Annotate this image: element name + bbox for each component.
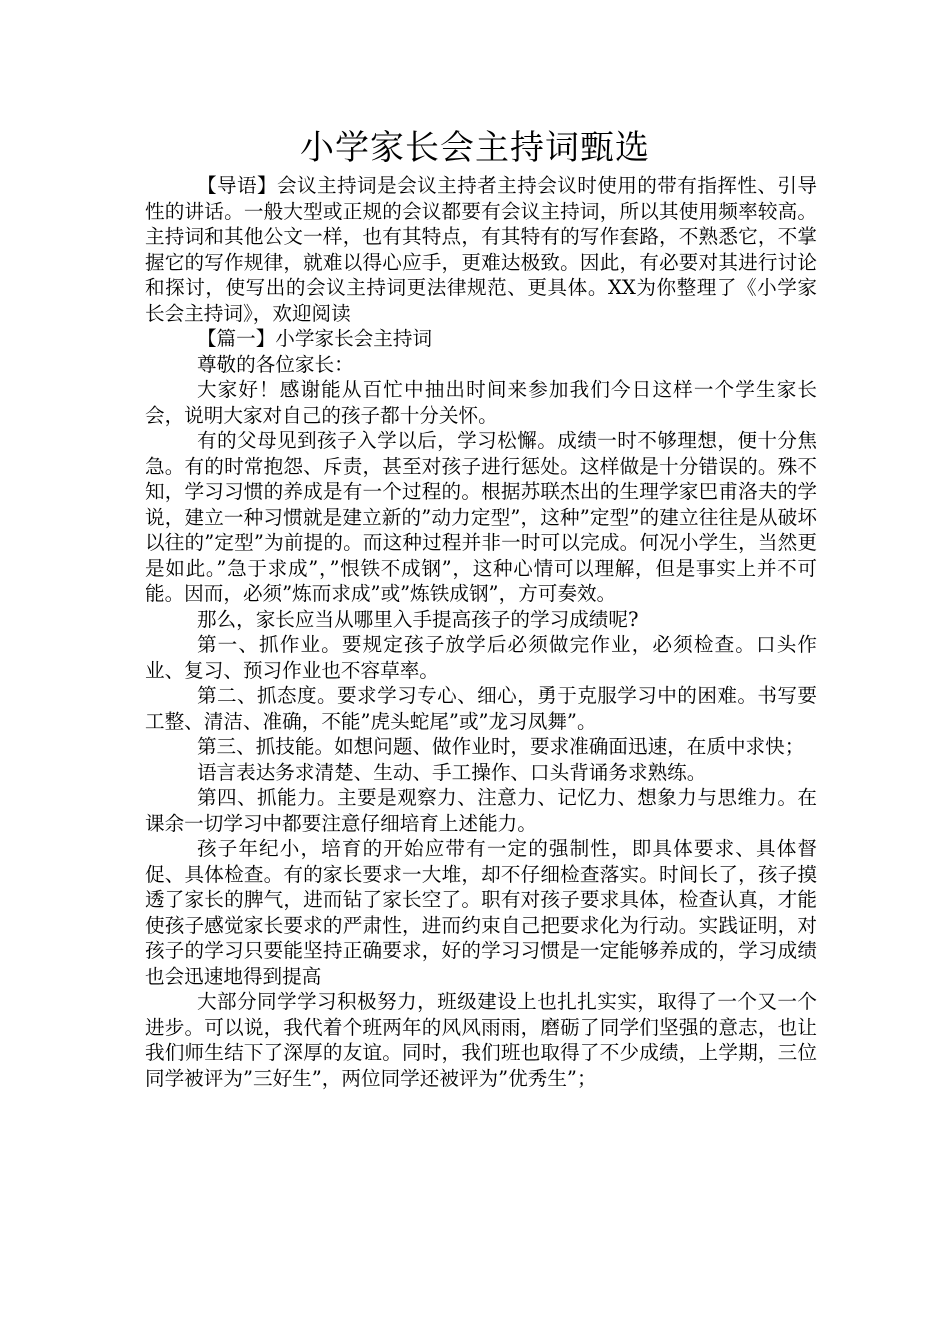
paragraph-salutation: 尊敬的各位家长： bbox=[196, 352, 354, 376]
paragraph: 第四、抓能力。主要是观察力、注意力、记忆力、想象力与思维力。在课余一切学习中都要注意仔细培育上述能力。 bbox=[145, 786, 817, 835]
paragraph: 那么，家长应当从哪里入手提高孩子的学习成绩呢? bbox=[196, 607, 639, 631]
paragraph: 有的父母见到孩子入学以后，学习松懈。成绩一时不够理想，便十分焦急。有的时常抱怨、斥责，甚至对孩子进行惩处。这样做是十分错误的。殊不知，学习习惯的养成是有一个过程的。根据苏联杰出的生理学家巴甫洛夫的学说，建立一种习惯就是建立新的”动力定型”，这种”定型”的建立往往是从破坏以往的”定型”为前提的。而这种过程并非一时可以完成。何况小学生，当然更是如此。”急于求成”，”恨铁不成钢”，这种心情可以理解，但是事实上并不可能。因而，必须”炼而求成”或”炼铁成钢”，方可奏效。 bbox=[145, 429, 817, 605]
paragraph: 第一、抓作业。要规定孩子放学后必须做完作业，必须检查。口头作业、复习、预习作业也不容草率。 bbox=[145, 633, 817, 682]
paragraph: 大家好！感谢能从百忙中抽出时间来参加我们今日这样一个学生家长会，说明大家对自己的孩子都十分关怀。 bbox=[145, 378, 817, 427]
paragraph: 大部分同学学习积极努力，班级建设上也扎扎实实，取得了一个又一个进步。可以说，我代着个班两年的风风雨雨，磨砺了同学们坚强的意志，也让我们师生结下了深厚的友谊。同时，我们班也取得了不少成绩，上学期，三位同学被评为”三好生”，两位同学还被评为”优秀生”； bbox=[145, 990, 817, 1090]
paragraph: 语言表达务求清楚、生动、手工操作、口头背诵务求熟练。 bbox=[196, 760, 707, 784]
paragraph-intro: 【导语】会议主持词是会议主持者主持会议时使用的带有指挥性、引导性的讲话。一般大型或正规的会议都要有会议主持词，所以其使用频率较高。主持词和其他公文一样，也有其特点，有其特有的写作套路，不熟悉它，不掌握它的写作规律，就难以得心应手，更难达极致。因此，有必要对其进行讨论和探讨，使写出的会议主持词更法律规范、更具体。XX为你整理了《小学家长会主持词》，欢迎阅读 bbox=[145, 174, 817, 325]
paragraph: 第二、抓态度。要求学习专心、细心，勇于克服学习中的困难。书写要工整、清洁、准确，不能”虎头蛇尾”或”龙习凤舞”。 bbox=[145, 684, 817, 733]
paragraph: 孩子年纪小，培育的开始应带有一定的强制性，即具体要求、具体督促、具体检查。有的家长要求一大堆，却不仔细检查落实。时间长了，孩子摸透了家长的脾气，进而钻了家长空了。职有对孩子要求具体，检查认真，才能使孩子感觉家长要求的严肃性，进而约束自己把要求化为行动。实践证明，对孩子的学习只要能坚持正确要求，好的学习习惯是一定能够养成的，学习成绩也会迅速地得到提高 bbox=[145, 837, 817, 988]
paragraph: 第三、抓技能。如想问题、做作业时，要求准确面迅速，在质中求快； bbox=[196, 735, 805, 758]
section-heading: 【篇一】小学家长会主持词 bbox=[196, 327, 433, 350]
page-title: 小学家长会主持词甄选 bbox=[300, 128, 650, 168]
document-body bbox=[145, 173, 817, 1091]
